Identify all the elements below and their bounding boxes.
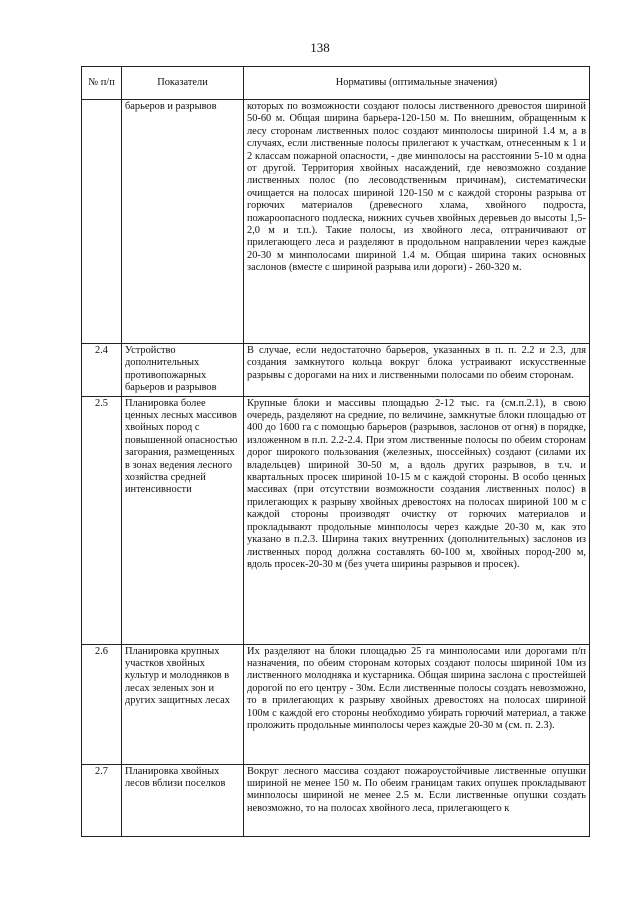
header-norms: Нормативы (оптимальные значения) — [244, 67, 590, 100]
row-num: 2.5 — [82, 396, 122, 644]
table-row — [82, 344, 590, 397]
row-indicator: Планировка более ценных лесных массивов хвойных пород с повышенной опасностью загорания, размещенных в зонах ведения лесного хозяйства средней интенсивности — [122, 396, 244, 644]
row-norm: которых по возможности создают полосы лиственного древостоя шириной 50-60 м. Общая ширина барьера-120-150 м. По внешним, обращенным к лесу сторонам лиственных полос создают минполосы шириной 1.4 м, а в случаях, если лиственные полосы прилегают к участкам, отнесенным к 1 и 2 классам пожарной опасности, - две минполосы на расстоянии 5-10 м одна от другой. Территория хвойных насаждений, где невозможно создание лиственных полос (по лесоводственным причинам), систематически очищается на полосах шириной 120-150 м с каждой стороны разрыва от горючих материалов (древесного хлама, хвойного подроста, пожароопасного подлеска, нижних сучьев хвойных деревьев до высоты 1,5-2,0 м и т.п.). Такие полосы, из хвойного леса, отграничивают от прилегающего леса и разделяют в продольном направлении через каждые 20-30 м минполосами шириной 1.4 м. Общая ширина таких основных заслонов (вместе с шириной разрыва или дороги) - 260-320 м. — [244, 100, 590, 344]
header-num: № п/п — [82, 67, 122, 100]
row-indicator: Устройство дополнительных противопожарных барьеров и разрывов — [122, 344, 244, 397]
row-indicator: Планировка крупных участков хвойных культур и молодняков в лесах зеленых зон и других защитных лесах — [122, 644, 244, 764]
row-num: 2.6 — [82, 644, 122, 764]
row-norm: Крупные блоки и массивы площадью 2-12 тыс. га (см.п.2.1), в свою очередь, разделяют на средние, по величине, замкнутые блоки площадью от 400 до 1600 га с помощью барьеров (разрывов, заслонов от огня) в порядке, изложенном в п.п. 2.2-2.4. При этом лиственные полосы по обеим сторонам дорог широкого пользования (железных, шоссейных) создают (силами их владельцев) шириной 30-50 м, а вдоль других разрывов, в т.ч. и квартальных просек шириной 10-15 м с каждой стороны. В особо ценных массивах (при отсутствии возможности создания лиственных полос) в прилегающих к разрыву хвойных древостоях на полосах шириной 100 м с каждой стороны производят очистку от горючих материалов и прокладывают продольные минполосы через каждые 20-30 м, как это указано в п.2.3. Ширина таких внутренних (дополнительных) заслонов из лиственных пород должна составлять 60-100 м, хвойных пород-200 м, вдоль просек-20-30 м (без учета ширины разрывов и просек). — [244, 396, 590, 644]
row-norm: В случае, если недостаточно барьеров, указанных в п. п. 2.2 и 2.3, для создания замкнутого кольца вокруг блока устраивают искусственные разрывы с дорогами на них и лиственными полосами по обеим сторонам. — [244, 344, 590, 397]
table-row — [82, 644, 590, 764]
page-number: 138 — [310, 40, 330, 55]
row-num — [82, 100, 122, 344]
table-row — [82, 764, 590, 836]
table-row — [82, 396, 590, 644]
row-num: 2.7 — [82, 764, 122, 836]
row-num: 2.4 — [82, 344, 122, 397]
table-row — [82, 100, 590, 344]
row-indicator: барьеров и разрывов — [122, 100, 244, 344]
row-norm: Вокруг лесного массива создают пожароустойчивые лиственные опушки шириной не менее 150 м. По обеим границам таких опушек прокладывают минполосы шириной не менее 2.5 м. Если лиственные опушки создать невозможно, то на полосах хвойного леса, прилегающего к — [244, 764, 590, 836]
norms-table — [81, 66, 590, 837]
row-norm: Их разделяют на блоки площадью 25 га минполосами или дорогами п/п назначения, по обеим сторонам которых создают полосы шириной 10м из лиственного молодняка и кустарника. Общая ширина заслона с простейшей дорогой по его центру - 30м. Если лиственные полосы создать невозможно, то в прилегающих к разрыву хвойных древостоях на полосах шириной 100м с каждой его стороны необходимо убирать горючий материал, а также проложить продольные минполосы через каждые 20-30 м (см. п. 2.3). — [244, 644, 590, 764]
table-header-row — [82, 67, 590, 100]
row-indicator: Планировка хвойных лесов вблизи поселков — [122, 764, 244, 836]
header-indicator: Показатели — [122, 67, 244, 100]
